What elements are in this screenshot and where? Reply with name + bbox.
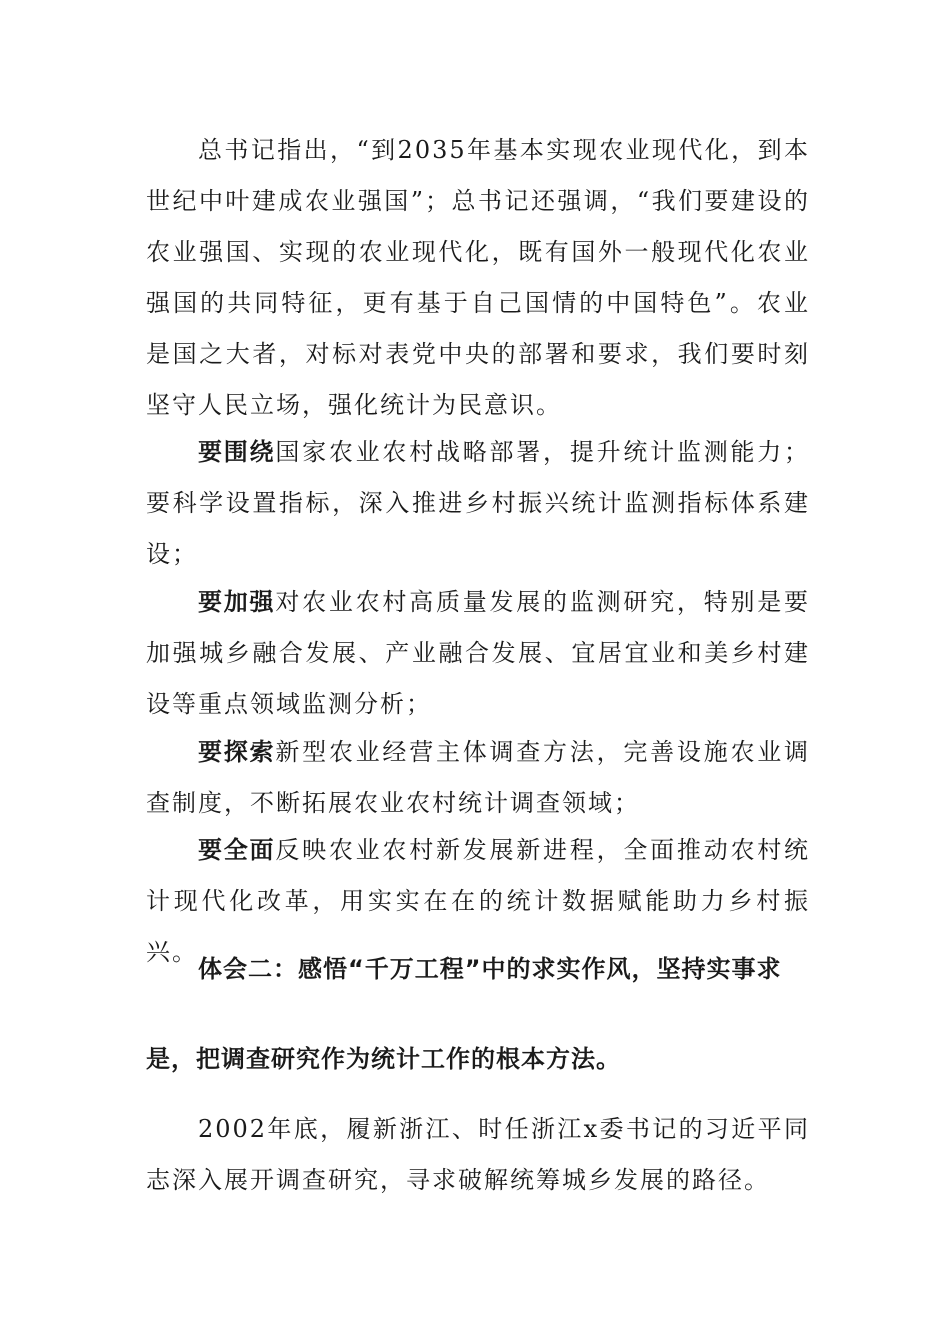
paragraph-lead: 要全面 [198, 836, 276, 864]
paragraph-intro-text: 总书记指出，“到2035年基本实现农业现代化，到本世纪中叶建成农业强国”；总书记还强调，“我们要建设的农业强国、实现的农业现代化，既有国外一般现代化农业强国的共同特征，更有基于自己国情的中国特色”。农业是国之大者，对标对表党中央的部署和要求，我们要时刻坚守人民立场，强化统计为民意识。 [146, 136, 810, 419]
paragraph-closing [146, 1104, 810, 1206]
paragraph-intro [146, 125, 810, 431]
paragraph-lead: 要加强 [198, 588, 276, 616]
section-heading: 体会二：感悟“千万工程”中的求实作风，坚持实事求是，把调查研究作为统计工作的根本方法。 [146, 955, 782, 1073]
paragraph-body: 对农业农村高质量发展的监测研究，特别是要加强城乡融合发展、产业融合发展、宜居宜业和美乡村建设等重点领域监测分析； [146, 588, 811, 718]
paragraph-jiaqiang [146, 577, 810, 730]
paragraph-body: 新型农业经营主体调查方法，完善设施农业调查制度，不断拓展农业农村统计调查领域； [146, 738, 811, 817]
paragraph-body: 国家农业农村战略部署，提升统计监测能力；要科学设置指标，深入推进乡村振兴统计监测指标体系建设； [146, 438, 811, 568]
paragraph-lead: 要围绕 [198, 438, 276, 466]
paragraph-weirao [146, 427, 810, 580]
paragraph-lead: 要探索 [198, 738, 276, 766]
paragraph-closing-text: 2002年底，履新浙江、时任浙江x委书记的习近平同志深入展开调查研究，寻求破解统筹城乡发展的路径。 [146, 1115, 810, 1194]
paragraph-body: 反映农业农村新发展新进程，全面推动农村统计现代化改革，用实实在在的统计数据赋能助力乡村振兴。 [146, 836, 811, 966]
paragraph-tansuo [146, 727, 810, 829]
